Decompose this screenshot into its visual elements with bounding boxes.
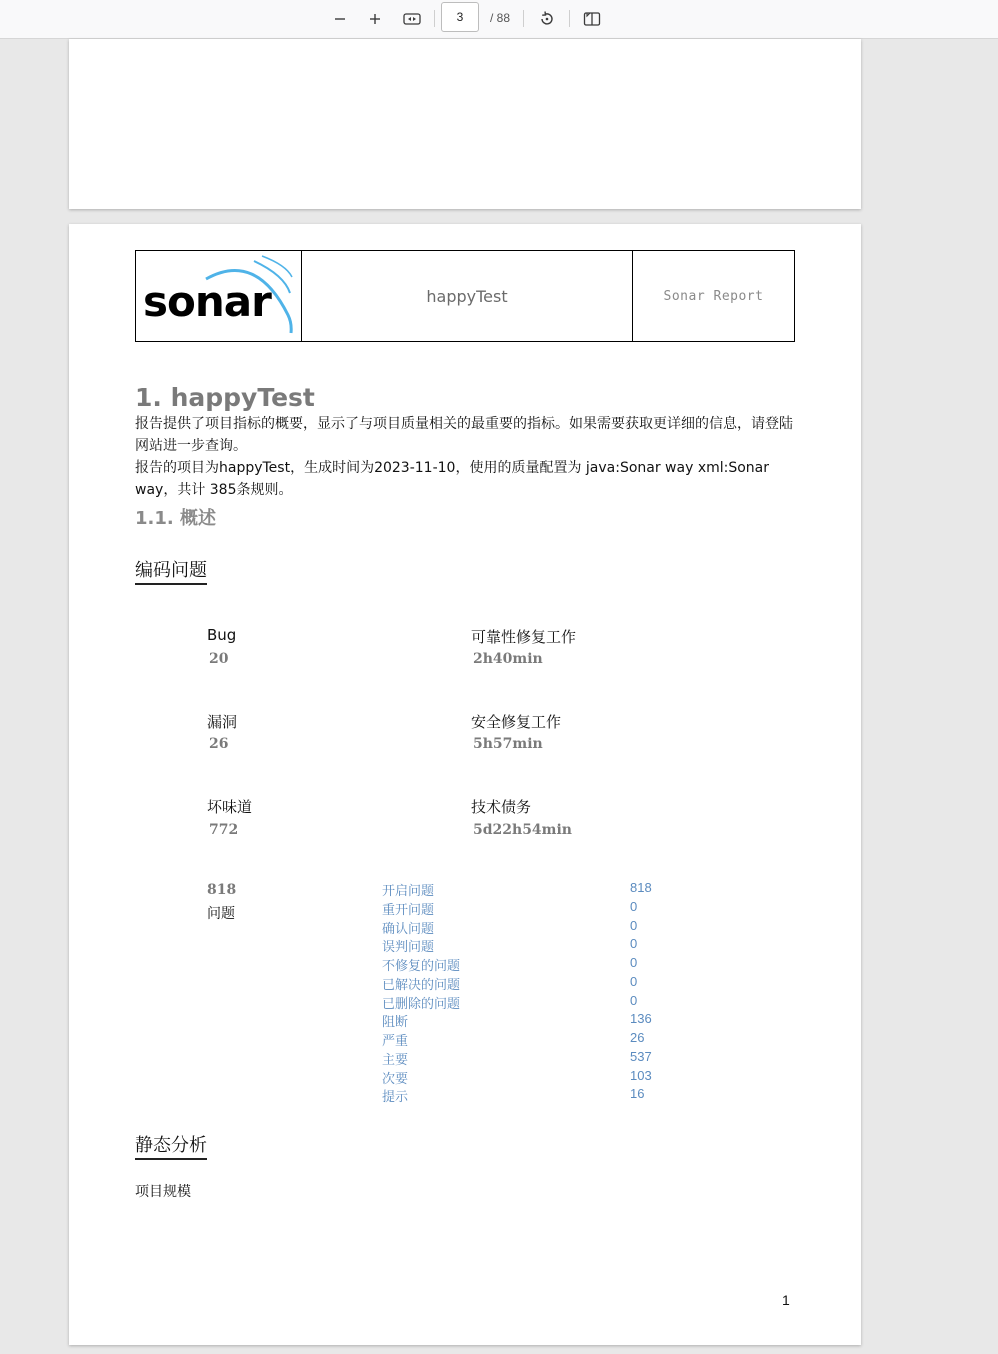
static-analysis-title: 静态分析	[135, 1134, 207, 1160]
issue-row	[382, 1068, 682, 1087]
toolbar-divider	[569, 10, 570, 27]
metric-label-reliability-effort: 可靠性修复工作	[471, 628, 577, 646]
issue-breakdown-list	[382, 880, 682, 1105]
metric-label-tech-debt: 技术债务	[471, 798, 532, 816]
sonar-logo-text: sonar	[143, 277, 271, 326]
issue-count-link[interactable]: 103	[630, 1067, 652, 1083]
page-title: 1. happyTest	[135, 383, 315, 412]
issue-count-link[interactable]: 0	[630, 898, 638, 914]
fit-width-icon[interactable]	[399, 6, 425, 32]
page-number-input[interactable]	[441, 2, 479, 32]
pdf-page-previous	[69, 39, 861, 209]
issue-row	[382, 1049, 682, 1068]
toolbar-divider	[434, 10, 435, 27]
intro-paragraph: 报告提供了项目指标的概要，显示了与项目质量相关的最重要的指标。如果需要获取更详细的信息，请登陆网站进一步查询。	[135, 416, 793, 454]
issue-row	[382, 955, 682, 974]
issue-row	[382, 1030, 682, 1049]
metric-label-vulnerability: 漏洞	[207, 713, 238, 731]
issue-count-link[interactable]: 0	[630, 936, 638, 952]
issue-count-link[interactable]: 0	[630, 955, 638, 970]
issue-row	[382, 1011, 682, 1030]
issue-name-link[interactable]: 确认问题	[382, 921, 435, 937]
issue-row	[382, 993, 682, 1012]
issue-name-link[interactable]: 次要	[382, 1071, 409, 1087]
issue-row	[382, 918, 682, 937]
coding-issues-title: 编码问题	[135, 559, 207, 585]
issue-row	[382, 1086, 682, 1105]
section-subtitle: 1.1. 概述	[135, 508, 216, 529]
metric-value-vulnerability: 26	[209, 736, 229, 752]
project-info-paragraph: 报告的项目为happyTest，生成时间为2023-11-10，使用的质量配置为 java:Sonar way xml:Sonar way，共计 385条规则。	[135, 460, 770, 498]
issue-row	[382, 974, 682, 993]
issue-name-link[interactable]: 重开问题	[382, 902, 435, 918]
issue-name-link[interactable]: 提示	[382, 1090, 409, 1106]
pdf-toolbar	[0, 0, 998, 39]
issue-count-link[interactable]: 136	[630, 1011, 652, 1027]
metric-label-code-smell: 坏味道	[207, 798, 253, 816]
issue-name-link[interactable]: 不修复的问题	[382, 959, 461, 974]
issue-name-link[interactable]: 开启问题	[382, 884, 435, 899]
report-header-table	[135, 250, 795, 342]
metric-label-bug: Bug	[207, 626, 237, 644]
issue-name-link[interactable]: 已解决的问题	[382, 977, 461, 993]
page-number: 1	[782, 1292, 790, 1308]
zoom-in-icon[interactable]	[362, 6, 388, 32]
header-project-name: happyTest	[302, 251, 633, 341]
issue-row	[382, 899, 682, 918]
pdf-page-current	[69, 224, 861, 1345]
project-size-label: 项目规模	[135, 1184, 191, 1200]
rotate-icon[interactable]	[534, 6, 560, 32]
metric-value-code-smell: 772	[209, 822, 239, 838]
issues-total-value: 818	[207, 882, 237, 898]
issue-count-link[interactable]: 0	[630, 992, 638, 1008]
metric-label-security-effort: 安全修复工作	[471, 713, 562, 731]
issue-row	[382, 880, 682, 899]
issue-count-link[interactable]: 26	[630, 1030, 645, 1045]
zoom-out-icon[interactable]	[327, 6, 353, 32]
two-page-icon[interactable]	[579, 6, 605, 32]
issue-row	[382, 936, 682, 955]
issue-name-link[interactable]: 阻断	[382, 1015, 409, 1031]
sonar-logo	[136, 251, 302, 341]
metric-value-security-effort: 5h57min	[473, 736, 543, 752]
metric-value-bug: 20	[209, 651, 229, 667]
issues-total-label: 问题	[207, 906, 235, 922]
page-total-label: / 88	[490, 11, 511, 25]
issue-count-link[interactable]: 16	[630, 1086, 645, 1102]
metric-value-tech-debt: 5d22h54min	[473, 822, 572, 838]
issue-count-link[interactable]: 537	[630, 1048, 652, 1064]
issue-name-link[interactable]: 误判问题	[382, 940, 435, 956]
issue-name-link[interactable]: 已删除的问题	[382, 996, 461, 1012]
header-report-label: Sonar Report	[663, 288, 764, 304]
metric-value-reliability-effort: 2h40min	[473, 651, 543, 667]
issue-count-link[interactable]: 0	[630, 917, 638, 933]
issue-name-link[interactable]: 主要	[382, 1052, 409, 1068]
issue-name-link[interactable]: 严重	[382, 1034, 409, 1049]
issue-count-link[interactable]: 818	[630, 880, 652, 895]
issue-count-link[interactable]: 0	[630, 973, 638, 989]
toolbar-divider	[523, 10, 524, 27]
